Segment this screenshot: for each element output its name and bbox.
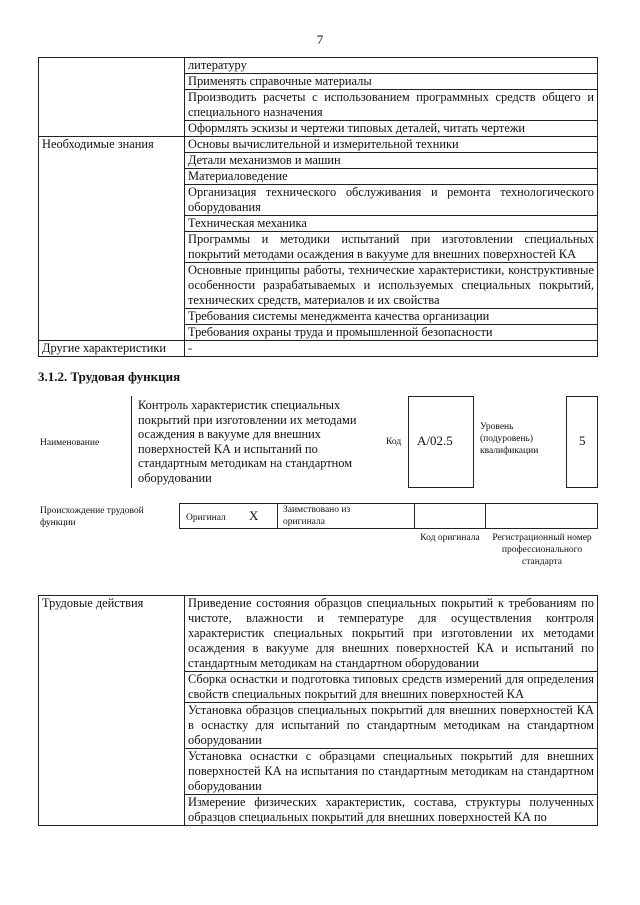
row-value: Детали механизмов и машин xyxy=(185,153,598,169)
section-heading: 3.1.2. Трудовая функция xyxy=(38,369,181,384)
origin-divider-3 xyxy=(485,503,486,529)
labor-actions-table xyxy=(38,595,598,826)
row-label xyxy=(39,749,185,795)
origin-label: Происхождение трудовой функции xyxy=(40,506,144,528)
table-row xyxy=(39,121,598,137)
table-row xyxy=(39,153,598,169)
row-value: Производить расчеты с использованием программных средств общего и специального назначения xyxy=(185,90,598,121)
row-value: Приведение состояния образцов специальных покрытий к требованиям по чистоте, влажности и температуре для осуществления контроля характеристик специальных покрытий при изготовлении их методами осаждения в вакууме для внешних поверхностей КА и испытаний по стандартным методикам на стандартном оборудовании xyxy=(185,596,598,672)
knowledge-table xyxy=(38,57,598,357)
row-value: Установка оснастки с образцами специальных покрытий для внешних поверхностей КА на испытания по стандартным методикам на стандартном оборудовании xyxy=(185,749,598,795)
row-label xyxy=(39,121,185,137)
row-label xyxy=(39,795,185,826)
table-row xyxy=(39,169,598,185)
origin-table xyxy=(179,503,598,529)
row-label xyxy=(39,232,185,263)
row-value: Установка образцов специальных покрытий для внешних поверхностей КА в оснастку для испытаний по стандартным методикам на стандартном оборудовании xyxy=(185,703,598,749)
original-mark: X xyxy=(249,508,259,523)
code-original-caption: Код оригинала xyxy=(420,533,480,543)
table-row xyxy=(39,596,598,672)
row-label xyxy=(39,153,185,169)
table-row xyxy=(39,341,598,357)
table-row xyxy=(39,795,598,826)
name-label: Наименование xyxy=(40,438,100,448)
table-row xyxy=(39,749,598,795)
row-label xyxy=(39,216,185,232)
borrowed-label: Заимствовано из оригинала xyxy=(283,505,351,527)
row-value: Требования системы менеджмента качества организации xyxy=(185,309,598,325)
row-value: Оформлять эскизы и чертежи типовых деталей, читать чертежи xyxy=(185,121,598,137)
row-label xyxy=(39,703,185,749)
table-row xyxy=(39,309,598,325)
row-value: Программы и методики испытаний при изготовлении специальных покрытий методами осаждения в вакууме для внешних поверхностей КА xyxy=(185,232,598,263)
row-label xyxy=(39,185,185,216)
row-value: Техническая механика xyxy=(185,216,598,232)
row-value: Сборка оснастки и подготовка типовых средств измерений для определения свойств специальных покрытий для внешних поверхностей КА xyxy=(185,672,598,703)
row-label: Трудовые действия xyxy=(39,596,185,672)
row-value: литературу xyxy=(185,58,598,74)
table-row xyxy=(39,185,598,216)
row-label: Другие характеристики xyxy=(39,341,185,357)
qualification-level: 5 xyxy=(566,396,598,488)
table-row xyxy=(39,74,598,90)
table-row xyxy=(39,58,598,74)
row-value: Организация технического обслуживания и ремонта технологического оборудования xyxy=(185,185,598,216)
function-name: Контроль характеристик специальных покрытий при изготовлении их методами осаждения в вакууме для внешних поверхностей КА и испытаний по стандартным методикам на стандартном оборудовании xyxy=(131,396,380,488)
row-label xyxy=(39,325,185,341)
page-number: 7 xyxy=(316,32,324,47)
row-label xyxy=(39,672,185,703)
table-row xyxy=(39,703,598,749)
table-row xyxy=(39,232,598,263)
row-label: Необходимые знания xyxy=(39,137,185,153)
table-row xyxy=(39,216,598,232)
row-label xyxy=(39,169,185,185)
row-label xyxy=(39,309,185,325)
row-value: Требования охраны труда и промышленной безопасности xyxy=(185,325,598,341)
table-row xyxy=(39,325,598,341)
row-label xyxy=(39,74,185,90)
row-value: - xyxy=(185,341,598,357)
row-value: Основные принципы работы, технические характеристики, конструктивные особенности разрабатываемых и используемых специальных покрытий, технических средств, материалов и их свойства xyxy=(185,263,598,309)
row-value: Измерение физических характеристик, состава, структуры полученных образцов специальных покрытий для внешних поверхностей КА по xyxy=(185,795,598,826)
function-code: А/02.5 xyxy=(408,396,474,488)
code-label: Код xyxy=(386,437,402,447)
row-value: Материаловедение xyxy=(185,169,598,185)
row-label xyxy=(39,58,185,74)
origin-divider-2 xyxy=(414,503,415,529)
table-row xyxy=(39,672,598,703)
table-row xyxy=(39,137,598,153)
row-label xyxy=(39,263,185,309)
table-row xyxy=(39,263,598,309)
origin-divider xyxy=(277,503,278,529)
original-label: Оригинал xyxy=(186,513,226,523)
reg-number-caption: Регистрационный номер профессионального стандарта xyxy=(492,533,592,567)
row-label xyxy=(39,90,185,121)
row-value: Применять справочные материалы xyxy=(185,74,598,90)
table-row xyxy=(39,90,598,121)
level-label: Уровень (подуровень) квалификации xyxy=(480,422,539,456)
row-value: Основы вычислительной и измерительной техники xyxy=(185,137,598,153)
